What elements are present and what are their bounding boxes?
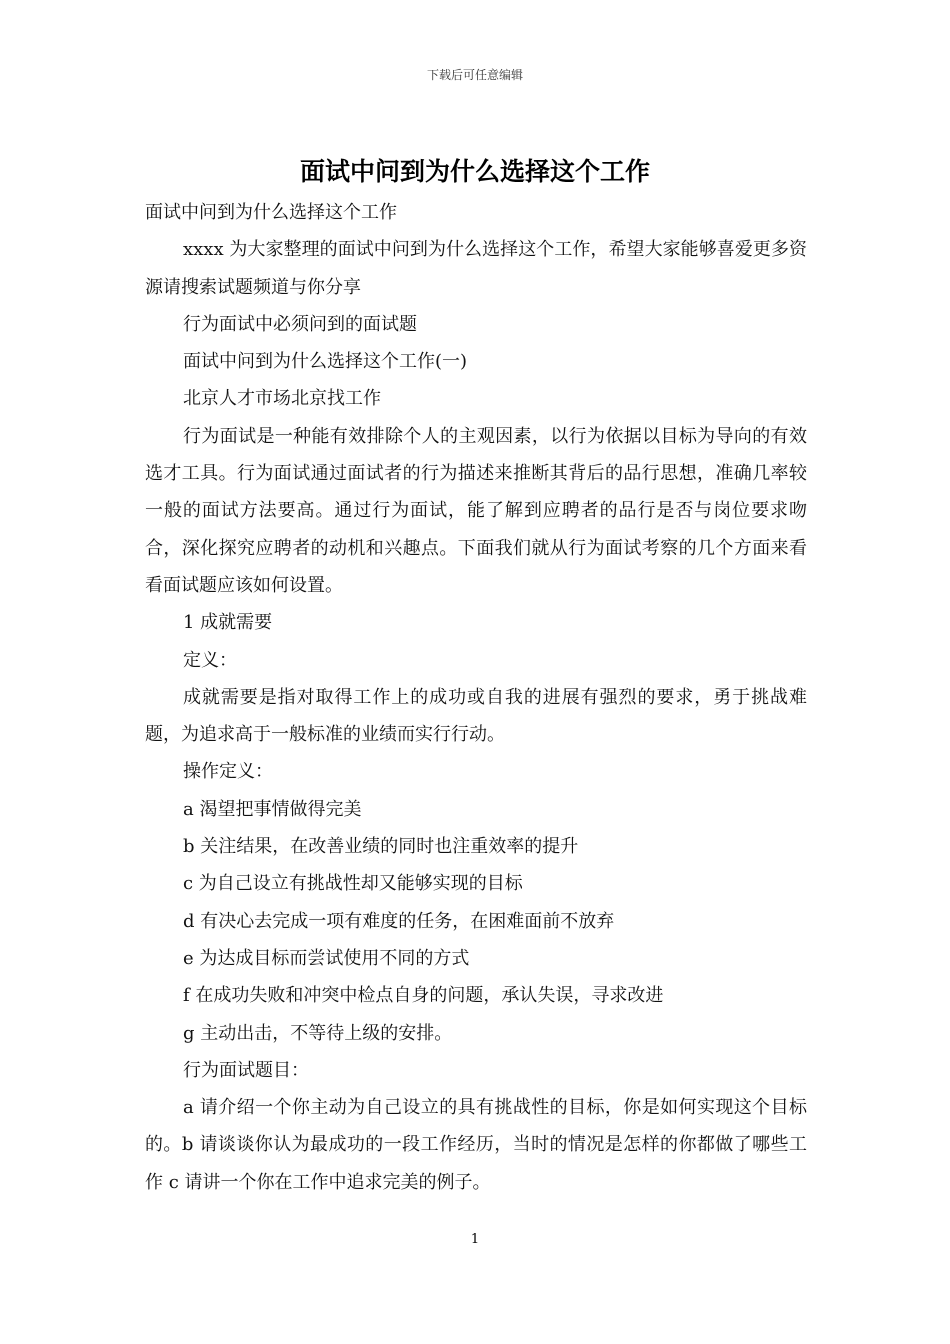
document-body [145, 194, 807, 1201]
paragraph: 面试中问到为什么选择这个工作 [145, 202, 397, 223]
paragraph: 北京人才市场北京找工作 [183, 388, 381, 410]
list-item: g 主动出击，不等待上级的安排。 [183, 1022, 453, 1044]
list-item: e 为达成目标而尝试使用不同的方式 [183, 947, 470, 969]
list-item: b 关注结果，在改善业绩的同时也注重效率的提升 [183, 836, 579, 858]
page-header: 下载后可任意编辑 [426, 68, 523, 82]
section-heading: 1 成就需要 [183, 612, 273, 634]
paragraph: 行为面试题目： [183, 1059, 309, 1081]
paragraph: xxxx 为大家整理的面试中问到为什么选择这个工作，希望大家能够喜爱更多资源请搜索试题频道与你分享 [145, 239, 807, 298]
list-item: f 在成功失败和冲突中检点自身的问题，承认失误，寻求改进 [183, 985, 664, 1007]
paragraph: a 请介绍一个你主动为自己设立的具有挑战性的目标，你是如何实现这个目标的。b 请谈谈你认为最成功的一段工作经历，当时的情况是怎样的你都做了哪些工作 c 请讲一个你在工作中追求完美的例子。 [145, 1097, 807, 1193]
paragraph: 成就需要是指对取得工作上的成功或自我的进展有强烈的要求，勇于挑战难题，为追求高于一般标准的业绩而实行行动。 [145, 686, 807, 746]
paragraph: 操作定义： [183, 761, 273, 783]
page-number: 1 [470, 1232, 480, 1247]
list-item: d 有决心去完成一项有难度的任务，在困难面前不放弃 [183, 910, 615, 932]
paragraph: 行为面试是一种能有效排除个人的主观因素，以行为依据以目标为导向的有效选才工具。行为面试通过面试者的行为描述来推断其背后的品行思想，准确几率较一般的面试方法要高。通过行为面试，能了解到应聘者的品行是否与岗位要求吻合，深化探究应聘者的动机和兴趣点。下面我们就从行为面试考察的几个方面来看看面试题应该如何设置。 [145, 425, 807, 596]
paragraph: 面试中问到为什么选择这个工作(一) [183, 351, 468, 373]
document-title: 面试中问到为什么选择这个工作 [299, 157, 650, 186]
paragraph: 行为面试中必须问到的面试题 [183, 313, 417, 335]
paragraph: 定义： [183, 649, 237, 671]
list-item: a 渴望把事情做得完美 [183, 798, 362, 820]
list-item: c 为自己设立有挑战性却又能够实现的目标 [183, 873, 523, 895]
